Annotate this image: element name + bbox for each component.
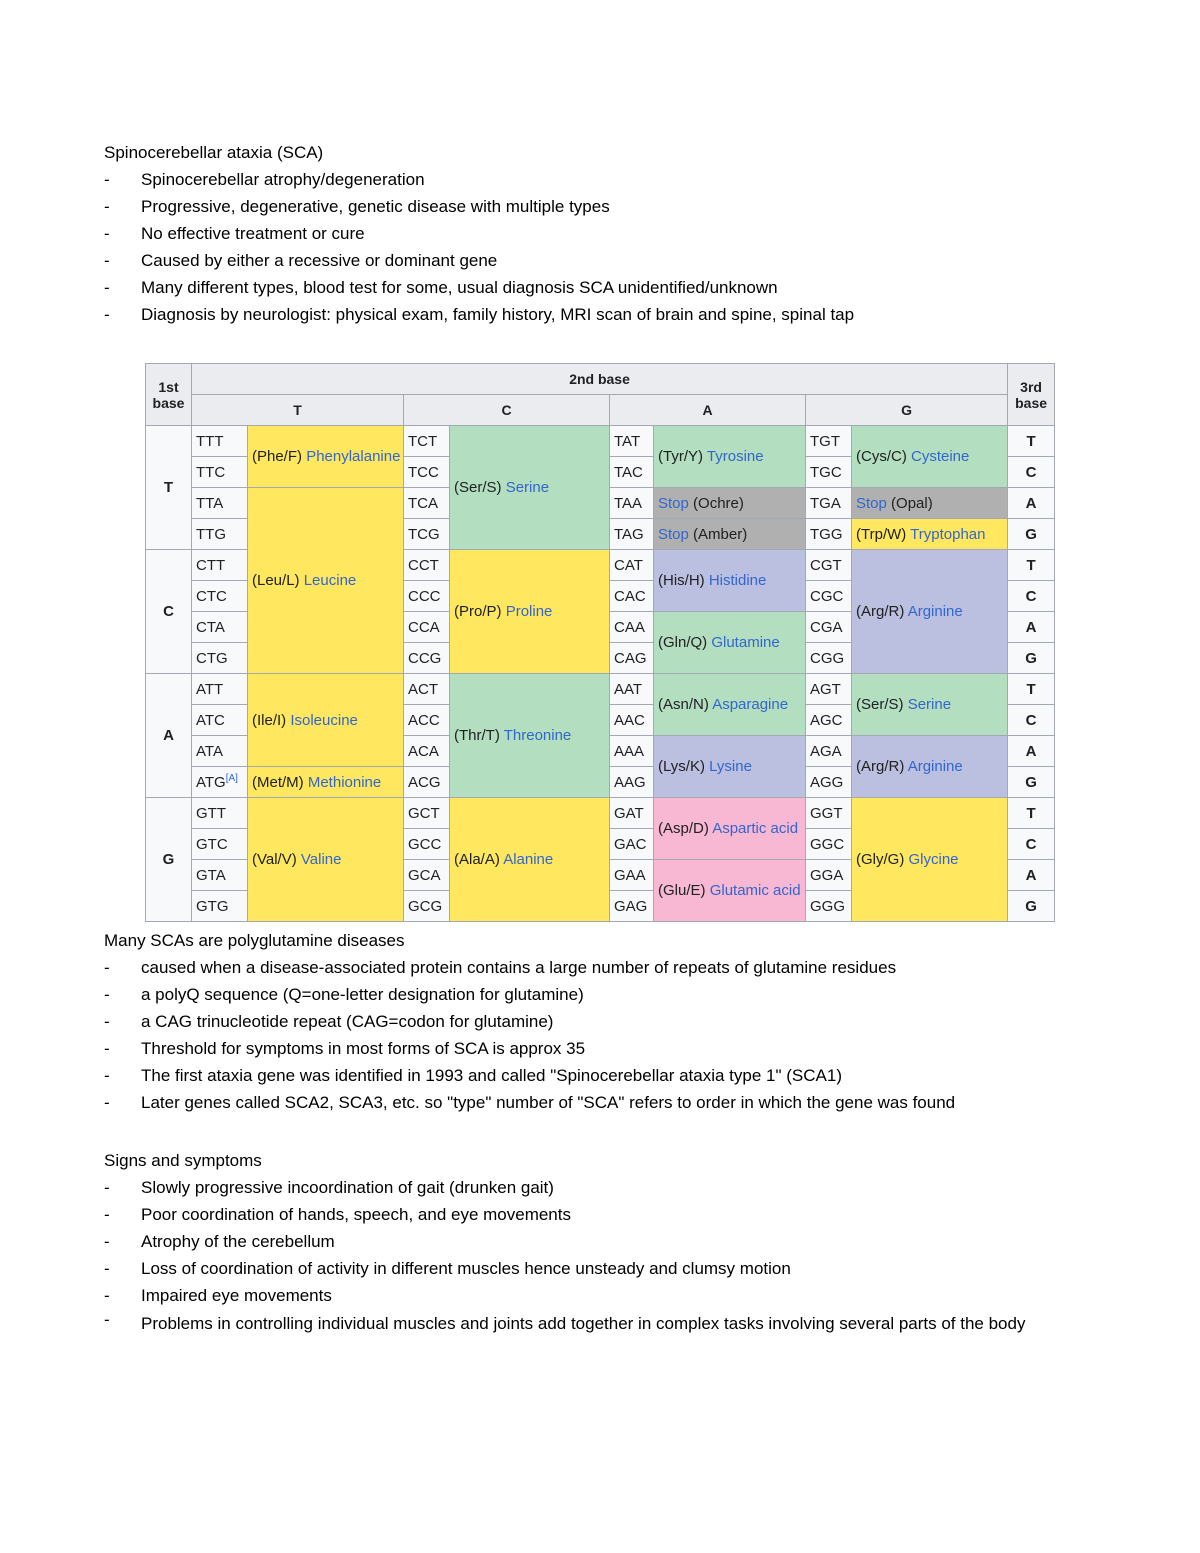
codon: AAC: [610, 705, 654, 736]
third-base: G: [1008, 767, 1055, 798]
amino-acid-cys: (Cys/C) Cysteine: [852, 426, 1008, 488]
amino-acid-gly: (Gly/G) Glycine: [852, 798, 1008, 922]
list-item: - Threshold for symptoms in most forms of SCA is approx 35: [104, 1039, 586, 1058]
codon: ACC: [404, 705, 450, 736]
list-item: - caused when a disease-associated protein contains a large number of repeats of glutamine residues: [104, 958, 897, 977]
second-base-header: 2nd base: [192, 364, 1008, 395]
stop-ochre: Stop (Ochre): [654, 488, 806, 519]
list-item: - Caused by either a recessive or dominant gene: [104, 251, 498, 270]
bullet-list: [104, 1178, 1064, 1337]
third-base: A: [1008, 860, 1055, 891]
amino-acid-leu: (Leu/L) Leucine: [248, 488, 404, 674]
codon: GTA: [192, 860, 248, 891]
codon: TCG: [404, 519, 450, 550]
codon: CCC: [404, 581, 450, 612]
codon: TTA: [192, 488, 248, 519]
amino-acid-met: (Met/M) Methionine: [248, 767, 404, 798]
codon: CCT: [404, 550, 450, 581]
codon: GGT: [806, 798, 852, 829]
codon: AGC: [806, 705, 852, 736]
first-base-header: 1st base: [146, 364, 192, 426]
codon: TTT: [192, 426, 248, 457]
amino-acid-gln: (Gln/Q) Glutamine: [654, 612, 806, 674]
third-base: A: [1008, 488, 1055, 519]
codon: CGT: [806, 550, 852, 581]
bullet-list: [104, 170, 1064, 332]
codon: AGG: [806, 767, 852, 798]
stop-amber: Stop (Amber): [654, 519, 806, 550]
amino-acid-his: (His/H) Histidine: [654, 550, 806, 612]
codon: ATC: [192, 705, 248, 736]
third-base: T: [1008, 674, 1055, 705]
codon: ACT: [404, 674, 450, 705]
amino-acid-pro: (Pro/P) Proline: [450, 550, 610, 674]
codon: TAA: [610, 488, 654, 519]
list-item: - a CAG trinucleotide repeat (CAG=codon for glutamine): [104, 1012, 554, 1031]
third-base: A: [1008, 736, 1055, 767]
codon: GCT: [404, 798, 450, 829]
third-base: T: [1008, 550, 1055, 581]
list-item: - No effective treatment or cure: [104, 224, 365, 243]
third-base: C: [1008, 705, 1055, 736]
codon: TGC: [806, 457, 852, 488]
codon: CGA: [806, 612, 852, 643]
third-base: C: [1008, 581, 1055, 612]
section-title: Signs and symptoms: [104, 1151, 262, 1170]
codon: TCC: [404, 457, 450, 488]
section-title: Many SCAs are polyglutamine diseases: [104, 931, 405, 950]
codon: GAC: [610, 829, 654, 860]
amino-acid-ile: (Ile/I) Isoleucine: [248, 674, 404, 767]
codon: GTC: [192, 829, 248, 860]
list-item: - Later genes called SCA2, SCA3, etc. so "type" number of "SCA" refers to order in which the gene was found: [104, 1093, 956, 1112]
amino-acid-glu: (Glu/E) Glutamic acid: [654, 860, 806, 922]
list-item: - Loss of coordination of activity in different muscles hence unsteady and clumsy motion: [104, 1259, 791, 1278]
codon: CAT: [610, 550, 654, 581]
codon: TCT: [404, 426, 450, 457]
codon: GTT: [192, 798, 248, 829]
codon: CAA: [610, 612, 654, 643]
list-item: - Impaired eye movements: [104, 1286, 332, 1305]
third-base: T: [1008, 426, 1055, 457]
second-base-g: G: [806, 395, 1008, 426]
list-item: - The first ataxia gene was identified in 1993 and called "Spinocerebellar ataxia type 1" (SCA1): [104, 1066, 842, 1085]
amino-acid-lys: (Lys/K) Lysine: [654, 736, 806, 798]
stop-opal: Stop (Opal): [852, 488, 1008, 519]
codon: TCA: [404, 488, 450, 519]
amino-acid-thr: (Thr/T) Threonine: [450, 674, 610, 798]
codon: AGA: [806, 736, 852, 767]
codon-table: [145, 363, 1055, 922]
codon: AGT: [806, 674, 852, 705]
list-item: - Poor coordination of hands, speech, and eye movements: [104, 1205, 571, 1224]
second-base-a: A: [610, 395, 806, 426]
amino-acid-trp: (Trp/W) Tryptophan: [852, 519, 1008, 550]
codon: GGC: [806, 829, 852, 860]
amino-acid-ala: (Ala/A) Alanine: [450, 798, 610, 922]
third-base: G: [1008, 519, 1055, 550]
list-item: - Slowly progressive incoordination of gait (drunken gait): [104, 1178, 554, 1197]
third-base-header: 3rd base: [1008, 364, 1055, 426]
list-item: - Many different types, blood test for some, usual diagnosis SCA unidentified/unknown: [104, 278, 778, 297]
amino-acid-phe: (Phe/F) Phenylalanine: [248, 426, 404, 488]
list-item: - Atrophy of the cerebellum: [104, 1232, 335, 1251]
section-signs-symptoms: [104, 1151, 1064, 1337]
codon: GCA: [404, 860, 450, 891]
codon: AAT: [610, 674, 654, 705]
amino-acid-arg: (Arg/R) Arginine: [852, 550, 1008, 674]
codon: ATA: [192, 736, 248, 767]
bullet-list: [104, 958, 1064, 1120]
codon: GTG: [192, 891, 248, 922]
codon: TAT: [610, 426, 654, 457]
codon: GAA: [610, 860, 654, 891]
codon: GCC: [404, 829, 450, 860]
codon: TTG: [192, 519, 248, 550]
amino-acid-val: (Val/V) Valine: [248, 798, 404, 922]
first-base-t: T: [146, 426, 192, 550]
list-item: - a polyQ sequence (Q=one-letter designation for glutamine): [104, 985, 584, 1004]
codon: CTC: [192, 581, 248, 612]
codon: ATT: [192, 674, 248, 705]
codon: CGG: [806, 643, 852, 674]
amino-acid-asp: (Asp/D) Aspartic acid: [654, 798, 806, 860]
third-base: T: [1008, 798, 1055, 829]
codon: CAG: [610, 643, 654, 674]
codon: GCG: [404, 891, 450, 922]
codon: CCA: [404, 612, 450, 643]
codon: CTA: [192, 612, 248, 643]
first-base-a: A: [146, 674, 192, 798]
codon: TGT: [806, 426, 852, 457]
codon: CTT: [192, 550, 248, 581]
list-item: - Spinocerebellar atrophy/degeneration: [104, 170, 425, 189]
codon: TAC: [610, 457, 654, 488]
codon: TGA: [806, 488, 852, 519]
second-base-t: T: [192, 395, 404, 426]
section-sca-intro: [104, 143, 1064, 332]
codon: CTG: [192, 643, 248, 674]
codon: GAG: [610, 891, 654, 922]
third-base: G: [1008, 643, 1055, 674]
codon: ACA: [404, 736, 450, 767]
amino-acid-arg-2: (Arg/R) Arginine: [852, 736, 1008, 798]
codon: GGG: [806, 891, 852, 922]
footnote-link[interactable]: [A]: [225, 773, 238, 784]
codon: TTC: [192, 457, 248, 488]
amino-acid-ser-2: (Ser/S) Serine: [852, 674, 1008, 736]
third-base: A: [1008, 612, 1055, 643]
amino-acid-ser: (Ser/S) Serine: [450, 426, 610, 550]
third-base: C: [1008, 457, 1055, 488]
codon: TAG: [610, 519, 654, 550]
codon: AAG: [610, 767, 654, 798]
codon: CAC: [610, 581, 654, 612]
first-base-c: C: [146, 550, 192, 674]
list-item: - Progressive, degenerative, genetic disease with multiple types: [104, 197, 610, 216]
second-base-c: C: [404, 395, 610, 426]
section-title: Spinocerebellar ataxia (SCA): [104, 143, 324, 162]
list-item: - Diagnosis by neurologist: physical exam, family history, MRI scan of brain and spine, spinal tap: [104, 305, 855, 324]
first-base-g: G: [146, 798, 192, 922]
codon-atg: ATG[A]: [192, 767, 248, 798]
section-polyglutamine: [104, 931, 1064, 1120]
codon: TGG: [806, 519, 852, 550]
third-base: G: [1008, 891, 1055, 922]
codon: CCG: [404, 643, 450, 674]
codon: CGC: [806, 581, 852, 612]
amino-acid-asn: (Asn/N) Asparagine: [654, 674, 806, 736]
codon: ACG: [404, 767, 450, 798]
codon: GAT: [610, 798, 654, 829]
list-item: - Problems in controlling individual muscles and joints add together in complex tasks involving several parts of the body: [104, 1310, 1026, 1333]
codon: GGA: [806, 860, 852, 891]
third-base: C: [1008, 829, 1055, 860]
amino-acid-tyr: (Tyr/Y) Tyrosine: [654, 426, 806, 488]
codon: AAA: [610, 736, 654, 767]
